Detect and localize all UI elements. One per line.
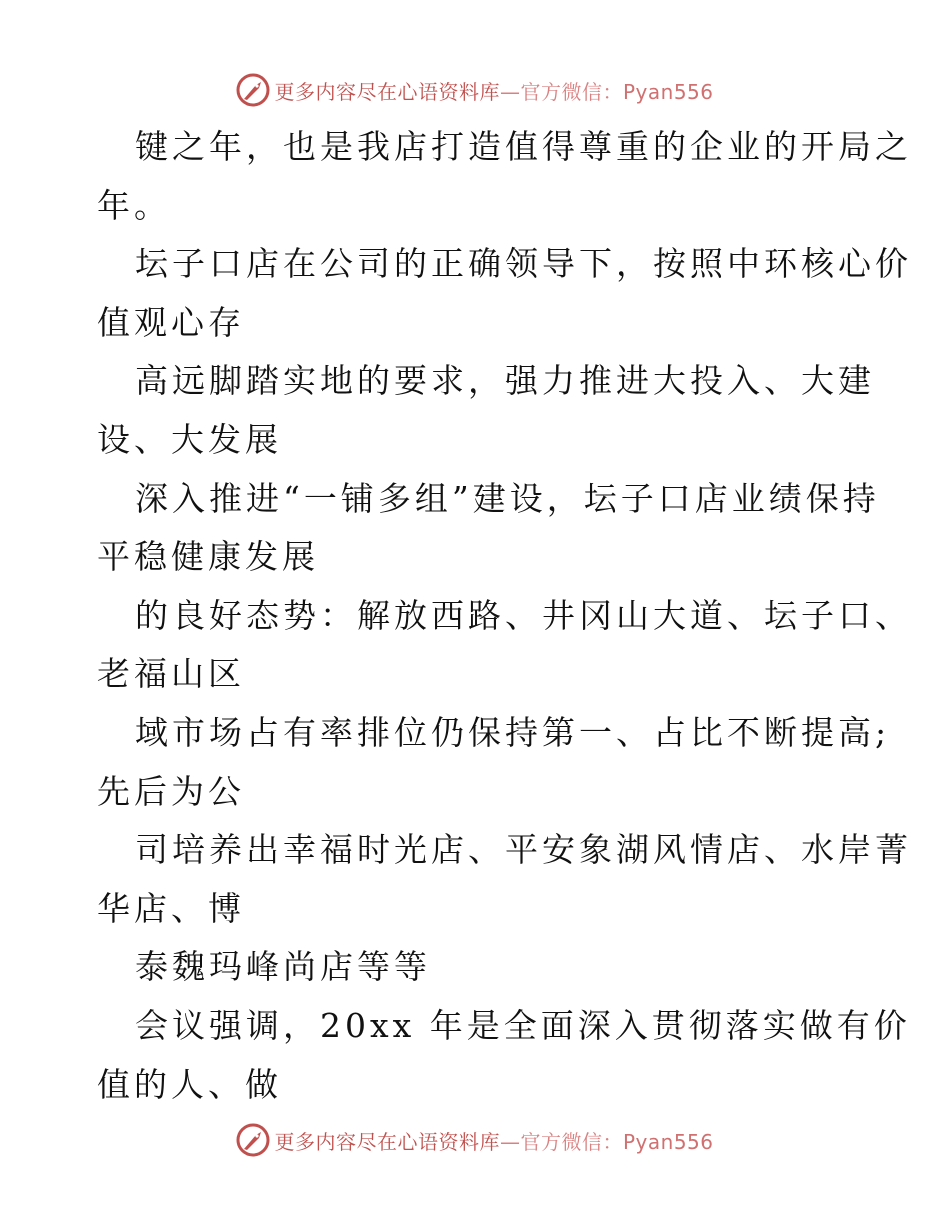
pen-nib-logo-icon xyxy=(236,1123,270,1157)
header-banner-wechat-id: Pyan556 xyxy=(622,79,714,104)
text-line: 值的人、做 xyxy=(97,1064,282,1104)
text-line: 老福山区 xyxy=(97,654,245,694)
text-line: 会议强调，20xx 年是全面深入贯彻落实做有价 xyxy=(135,1005,911,1045)
text-line: 华店、博 xyxy=(97,888,245,928)
header-banner-dash: — xyxy=(499,79,521,104)
text-line: 深入推进“一铺多组”建设，坛子口店业绩保持 xyxy=(135,478,880,518)
footer-banner xyxy=(0,1120,950,1160)
header-banner-title: 更多内容尽在心语资料库 xyxy=(274,79,500,104)
text-line: 先后为公 xyxy=(97,771,245,811)
document-body xyxy=(97,118,912,1114)
header-banner xyxy=(0,70,950,110)
text-line: 设、大发展 xyxy=(97,419,282,459)
footer-banner-wechat-label: 官方微信： xyxy=(520,1129,623,1154)
footer-banner-dash: — xyxy=(499,1129,521,1154)
text-line: 平稳健康发展 xyxy=(97,537,319,577)
text-line: 高远脚踏实地的要求，强力推进大投入、大建 xyxy=(135,361,875,401)
footer-banner-text xyxy=(274,1126,713,1155)
text-line: 的良好态势：解放西路、井冈山大道、坛子口、 xyxy=(135,595,912,635)
header-banner-text xyxy=(274,76,713,105)
text-line: 域市场占有率排位仍保持第一、占比不断提高; xyxy=(135,712,891,752)
pen-nib-logo-icon xyxy=(236,73,270,107)
text-line: 泰魏玛峰尚店等等 xyxy=(135,947,431,987)
text-line: 键之年，也是我店打造值得尊重的企业的开局之 xyxy=(135,127,912,166)
header-banner-wechat-label: 官方微信： xyxy=(520,79,623,104)
text-line: 司培养出幸福时光店、平安象湖风情店、水岸菁 xyxy=(135,830,912,870)
text-line: 年。 xyxy=(97,185,171,225)
footer-banner-title: 更多内容尽在心语资料库 xyxy=(274,1129,500,1154)
footer-banner-wechat-id: Pyan556 xyxy=(622,1129,714,1154)
text-line: 值观心存 xyxy=(97,302,245,342)
text-line: 坛子口店在公司的正确领导下，按照中环核心价 xyxy=(135,244,912,284)
